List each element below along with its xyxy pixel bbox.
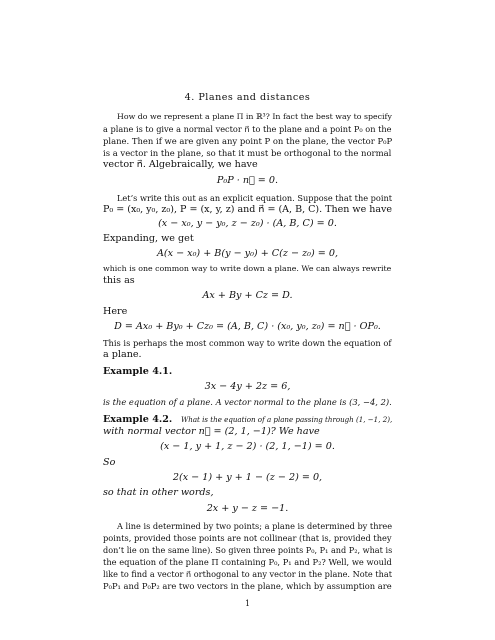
paragraph-line: so that in other words, — [103, 487, 214, 498]
section-heading: 4. Planes and distances — [184, 92, 311, 103]
paragraph-line: the equation of the plane Π containing P₀, P₁ and P₂? Well, we would — [103, 557, 392, 567]
display-equation: Ax + By + Cz = D. — [202, 290, 293, 301]
paragraph-line: is a vector in the plane, so that it must be orthogonal to the normal — [103, 148, 392, 158]
paragraph-line: with normal vector n⃗ = (2, 1, −1)? We have — [103, 426, 320, 437]
paragraph-line: which is one common way to write down a plane. We can always rewrite — [103, 264, 392, 273]
paragraph-line: vector n⃗. Algebraically, we have — [103, 159, 258, 170]
paragraph-line: this as — [103, 275, 135, 286]
paragraph-line: A line is determined by two points; a plane is determined by three — [117, 521, 393, 531]
display-equation: A(x − x₀) + B(y − y₀) + C(z − z₀) = 0, — [156, 248, 339, 259]
paragraph-line: is the equation of a plane. A vector normal to the plane is (3, −4, 2). — [103, 397, 392, 407]
display-equation: 2(x − 1) + y + 1 − (z − 2) = 0, — [172, 472, 323, 483]
example-heading: Example 4.2. — [103, 414, 173, 425]
paragraph-line: a plane. — [103, 349, 142, 360]
paragraph-line: Here — [103, 306, 128, 317]
display-equation: 3x − 4y + 2z = 6, — [204, 381, 291, 392]
paragraph-line: plane. Then if we are given any point P on the plane, the vector P₀P — [103, 136, 393, 146]
paragraph-line: P₀P₁ and P₀P₂ are two vectors in the plane, which by assumption are — [103, 581, 392, 591]
paragraph-line: What is the equation of a plane passing through (1, −1, 2), — [181, 415, 393, 424]
paragraph-line: How do we represent a plane Π in ℝ³? In fact the best way to specify — [117, 112, 392, 121]
paragraph-line: don’t lie on the same line). So given three points P₀, P₁ and P₂, what is — [103, 545, 393, 555]
example-heading: Example 4.1. — [103, 366, 173, 377]
paragraph-line: points, provided those points are not collinear (that is, provided they — [103, 533, 392, 543]
paragraph-line: a plane is to give a normal vector n⃗ to the plane and a point P₀ on the — [103, 124, 392, 134]
paragraph-line: P₀ = (x₀, y₀, z₀), P = (x, y, z) and n⃗ = (A, B, C). Then we have — [103, 204, 393, 215]
paragraph-line: Let’s write this out as an explicit equation. Suppose that the point — [117, 193, 393, 203]
page-number: 1 — [244, 599, 251, 608]
paragraph-line: This is perhaps the most common way to write down the equation of — [103, 338, 392, 348]
paragraph-line: Expanding, we get — [103, 233, 194, 244]
display-equation: D = Ax₀ + By₀ + Cz₀ = (A, B, C) · (x₀, y₀, z₀) = n⃗ · OP₀. — [114, 321, 381, 332]
display-equation: P₀P · n⃗ = 0. — [216, 175, 279, 186]
paragraph-line: like to find a vector n⃗ orthogonal to any vector in the plane. Note that — [103, 569, 393, 579]
display-equation: (x − x₀, y − y₀, z − z₀) · (A, B, C) = 0. — [158, 218, 337, 229]
display-equation: 2x + y − z = −1. — [206, 503, 289, 514]
paragraph-line: So — [103, 457, 116, 468]
display-equation: (x − 1, y + 1, z − 2) · (2, 1, −1) = 0. — [160, 441, 335, 452]
